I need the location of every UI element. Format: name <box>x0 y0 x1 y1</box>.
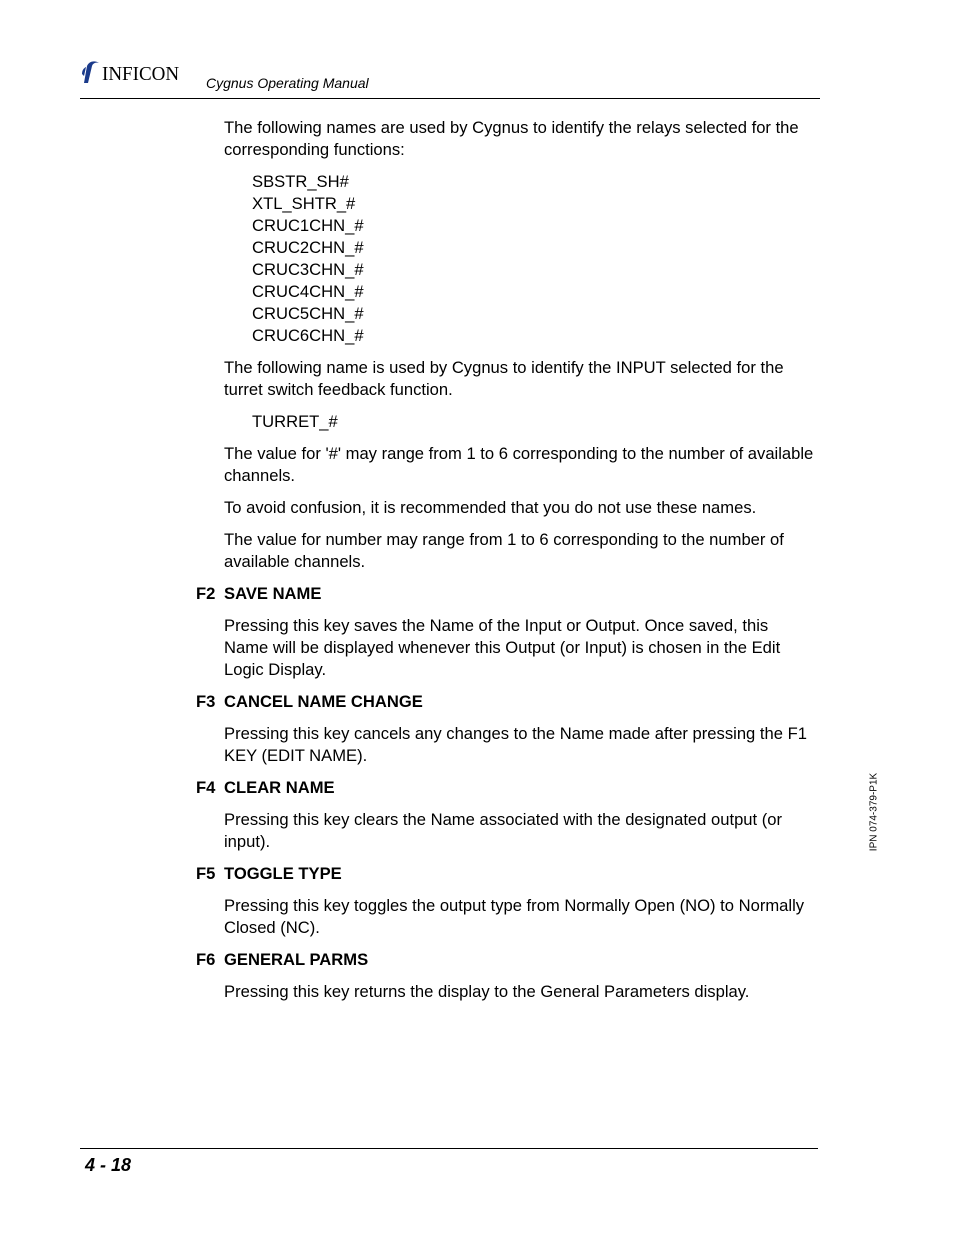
function-key-label: F3 <box>196 692 216 711</box>
section-title: CLEAR NAME <box>224 778 335 797</box>
function-key-label: F5 <box>196 864 216 883</box>
section-body-f4: Pressing this key clears the Name associated with the designated output (or input). <box>224 810 783 851</box>
list-item: SBSTR_SH# <box>252 172 349 191</box>
section-heading-f5 <box>196 863 816 885</box>
ipn-text: IPN 074-379-P1K <box>868 772 880 852</box>
intro-paragraph-relays: The following names are used by Cygnus to identify the relays selected for the corresponding functions: <box>224 118 799 159</box>
section-title: CANCEL NAME CHANGE <box>224 692 423 711</box>
list-item: CRUC4CHN_# <box>252 282 364 301</box>
function-key-label: F2 <box>196 584 216 603</box>
list-item: XTL_SHTR_# <box>252 194 356 213</box>
footer-divider <box>80 1148 818 1149</box>
function-key-label: F6 <box>196 950 216 969</box>
intro-paragraph-input: The following name is used by Cygnus to identify the INPUT selected for the turret switch feedback function. <box>224 358 784 399</box>
list-item: CRUC3CHN_# <box>252 260 364 279</box>
inficon-logo <box>81 60 183 84</box>
list-item: TURRET_# <box>252 412 338 431</box>
input-name-list <box>252 411 816 433</box>
section-heading-f6 <box>196 949 816 971</box>
section-body-f3: Pressing this key cancels any changes to the Name made after pressing the F1 KEY (EDIT NAME). <box>224 724 807 765</box>
logo-text: INFICON <box>102 63 180 85</box>
section-heading-f4 <box>196 777 816 799</box>
section-heading-f3 <box>196 691 816 713</box>
inficon-swoosh-icon <box>81 60 101 84</box>
section-title: SAVE NAME <box>224 584 322 603</box>
page-content <box>196 117 816 1013</box>
intro-paragraph-number-range: The value for number may range from 1 to 6 corresponding to the number of available channels. <box>224 530 784 571</box>
section-body-f6: Pressing this key returns the display to the General Parameters display. <box>224 982 750 1001</box>
page-number: 4 - 18 <box>85 1155 132 1175</box>
section-body-f5: Pressing this key toggles the output type from Normally Open (NO) to Normally Closed (NC). <box>224 896 805 937</box>
relay-name-list <box>252 171 816 347</box>
manual-title: Cygnus Operating Manual <box>206 75 369 91</box>
list-item: CRUC2CHN_# <box>252 238 364 257</box>
section-heading-f2 <box>196 583 816 605</box>
section-title: GENERAL PARMS <box>224 950 369 969</box>
section-body-f2: Pressing this key saves the Name of the Input or Output. Once saved, this Name will be displayed whenever this Output (or Input) is chosen in the Edit Logic Display. <box>224 616 781 679</box>
header-divider <box>80 98 820 99</box>
intro-paragraph-range: The value for '#' may range from 1 to 6 corresponding to the number of available channels. <box>224 444 814 485</box>
function-key-label: F4 <box>196 778 216 797</box>
list-item: CRUC6CHN_# <box>252 326 364 345</box>
list-item: CRUC1CHN_# <box>252 216 364 235</box>
section-title: TOGGLE TYPE <box>224 864 342 883</box>
list-item: CRUC5CHN_# <box>252 304 364 323</box>
intro-paragraph-confusion: To avoid confusion, it is recommended that you do not use these names. <box>224 498 757 517</box>
